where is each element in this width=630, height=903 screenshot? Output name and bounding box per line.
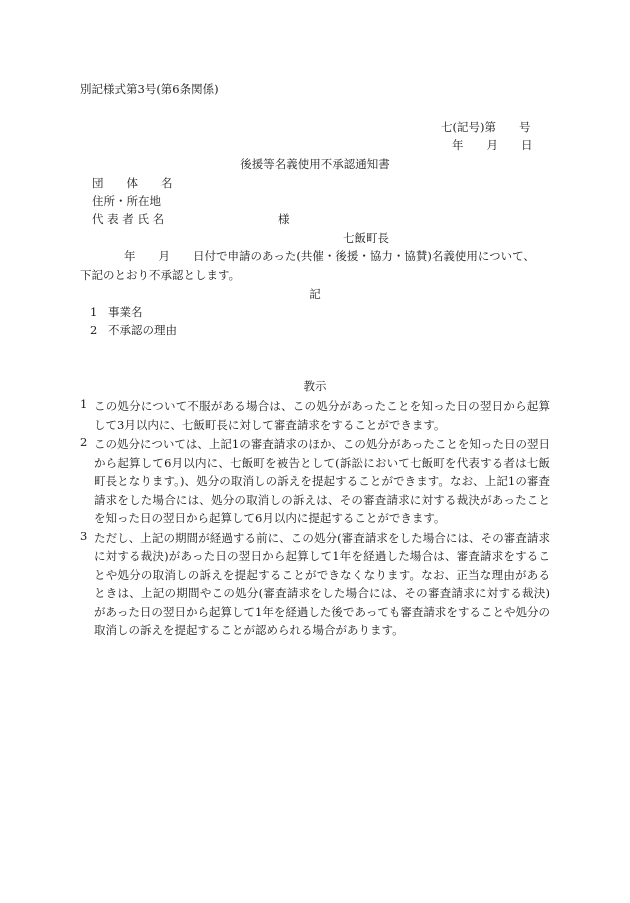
body-text-line2: 下記のとおり不承認とします。 bbox=[80, 268, 241, 282]
form-label: 別記様式第3号(第6条関係) bbox=[80, 82, 219, 96]
honorific-sama: 様 bbox=[278, 212, 290, 226]
document-title: 後援等名義使用不承認通知書 bbox=[240, 157, 390, 171]
item-2-label: 不承認の理由 bbox=[108, 323, 177, 337]
kyoji-item-number: 2 bbox=[80, 435, 88, 449]
issuer-name: 七飯町長 bbox=[343, 231, 389, 245]
kyoji-item bbox=[80, 435, 550, 528]
kyoji-item bbox=[80, 397, 550, 434]
org-name-label: 団 体 名 bbox=[92, 176, 173, 190]
issue-date: 年 月 日 bbox=[452, 138, 533, 152]
kyoji-list bbox=[80, 397, 550, 641]
body-text-line1: 年 月 日付で申請のあった(共催・後援・協力・協賛)名義使用について、 bbox=[124, 249, 535, 263]
kyoji-item-text: この処分について不服がある場合は、この処分があったことを知った日の翌日から起算して3月以内に、七飯町長に対して審査請求をすることができます。 bbox=[94, 399, 550, 432]
kyoji-item-text: ただし、上記の期間が経過する前に、この処分(審査請求をした場合には、その審査請求に対する裁決)があった日の翌日から起算して1年を経過した場合は、審査請求をすることや処分の取消しの訴えを提起することができなくなります。なお、正当な理由があるときは、上記の期間やこの処分(審査請求をした場合には、その審査請求に対する裁決)があった日の翌日から起算して1年を経過した後であっても審査請求をすることや処分の取消しの訴えを提起することが認められる場合があります。 bbox=[94, 530, 550, 637]
reference-number: 七(記号)第 号 bbox=[441, 120, 531, 134]
item-1-number: 1 bbox=[90, 305, 98, 319]
kyoji-item bbox=[80, 529, 550, 640]
kyoji-item-number: 1 bbox=[80, 397, 88, 411]
representative-label: 代 表 者 氏 名 bbox=[92, 212, 165, 226]
address-label: 住所・所在地 bbox=[92, 194, 161, 208]
kyoji-item-text: この処分については、上記1の審査請求のほか、この処分があったことを知った日の翌日から起算して6月以内に、七飯町を被告として(訴訟において七飯町を代表する者は七飯町長となります。)、処分の取消しの訴えを提起することができます。なお、上記1の審査請求をした場合には、処分の取消しの訴えは、その審査請求に対する裁決があったことを知った日の翌日から起算して6月以内に提起することができます。 bbox=[94, 437, 550, 525]
item-2-number: 2 bbox=[90, 323, 98, 337]
ki-heading: 記 bbox=[309, 287, 321, 301]
kyoji-item-number: 3 bbox=[80, 528, 88, 543]
item-1-label: 事業名 bbox=[108, 305, 143, 319]
kyoji-heading: 教示 bbox=[303, 379, 327, 393]
